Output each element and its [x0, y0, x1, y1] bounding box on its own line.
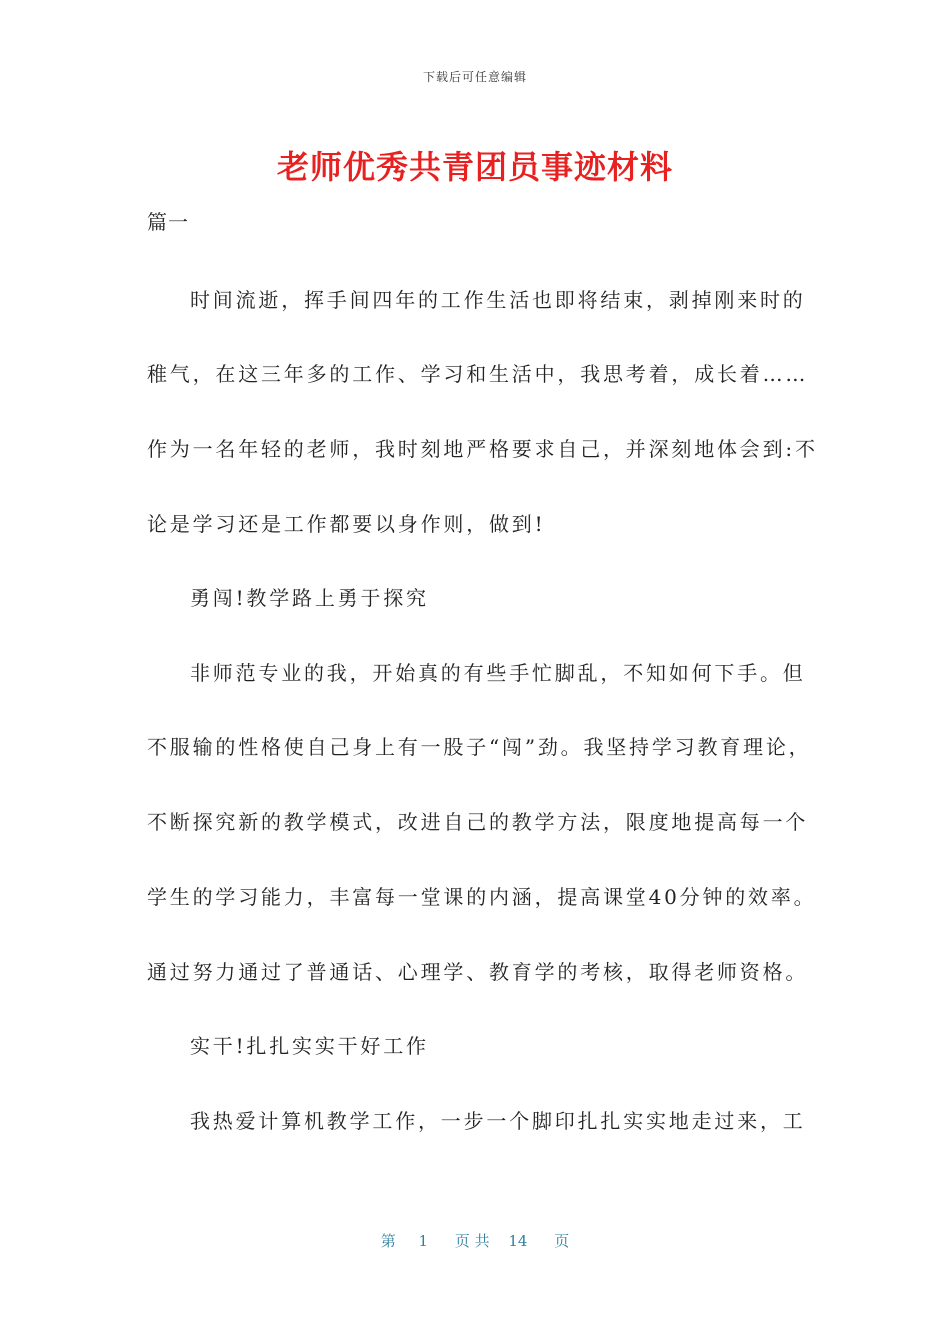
document-title: 老师优秀共青团员事迹材料	[276, 148, 673, 186]
header-note: 下载后可任意编辑	[422, 70, 527, 84]
paragraph-line: 不服输的性格使自己身上有一股子“闯”劲。我坚持学习教育理论，	[147, 735, 812, 759]
paragraph-line: 不断探究新的教学模式，改进自己的教学方法，限度地提高每一个	[147, 810, 809, 834]
paragraph-line: 作为一名年轻的老师，我时刻地严格要求自己，并深刻地体会到:不	[147, 437, 818, 461]
page-suffix: 页	[554, 1232, 570, 1250]
paragraph-line: 非师范专业的我，开始真的有些手忙脚乱，不知如何下手。但	[190, 661, 806, 685]
section-label: 篇一	[147, 210, 189, 234]
subheading-line: 实干!扎扎实实干好工作	[190, 1034, 429, 1058]
paragraph-line: 稚气，在这三年多的工作、学习和生活中，我思考着，成长着……	[147, 362, 809, 386]
page-total: 14	[508, 1232, 528, 1250]
paragraph-line: 通过努力通过了普通话、心理学、教育学的考核，取得老师资格。	[147, 960, 809, 984]
page-middle: 页 共	[454, 1232, 490, 1250]
paragraph-line: 我热爱计算机教学工作，一步一个脚印扎扎实实地走过来，工	[190, 1109, 806, 1133]
page-prefix: 第	[380, 1232, 396, 1250]
subheading-line: 勇闯!教学路上勇于探究	[190, 586, 429, 610]
page-footer	[0, 1230, 950, 1251]
paragraph-line: 学生的学习能力，丰富每一堂课的内涵，提高课堂40分钟的效率。	[147, 885, 817, 909]
paragraph-line: 时间流逝，挥手间四年的工作生活也即将结束，剥掉刚来时的	[190, 288, 806, 312]
paragraph-line: 论是学习还是工作都要以身作则，做到!	[147, 512, 546, 536]
page-number: 1	[418, 1232, 429, 1250]
